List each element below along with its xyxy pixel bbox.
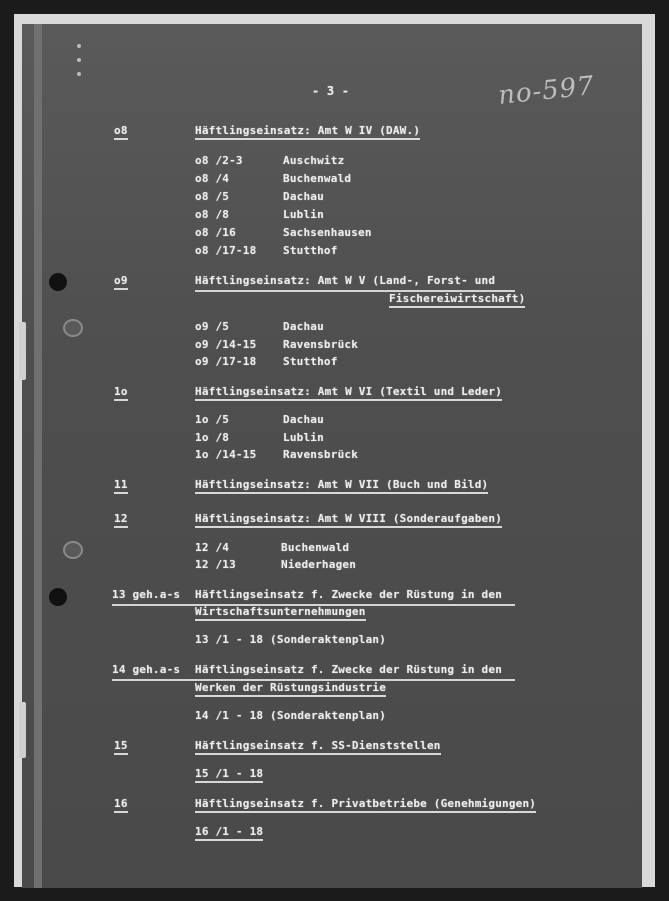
item-code: o8 /16	[195, 226, 236, 239]
section-number: 15	[114, 739, 128, 755]
section-title: Häftlingseinsatz: Amt W VII (Buch und Bild)	[195, 478, 488, 494]
section-title: Häftlingseinsatz: Amt W VIII (Sonderaufgaben)	[195, 512, 502, 528]
section-number: 11	[114, 478, 128, 494]
section-title: Häftlingseinsatz: Amt W V (Land-, Forst- und	[195, 274, 496, 287]
binder-ring-mark	[63, 541, 83, 559]
handwritten-reference: no-597	[496, 71, 597, 111]
section-title: Häftlingseinsatz: Amt W IV (DAW.)	[195, 124, 420, 140]
item-code: o9 /5	[195, 320, 230, 333]
item-place: Stutthof	[283, 355, 338, 368]
plan-reference: 13 /1 - 18 (Sonderaktenplan)	[195, 633, 387, 646]
section-number: o8	[114, 124, 128, 140]
margin-dot	[77, 58, 81, 62]
punch-hole	[49, 273, 67, 291]
section-number: 14 geh.a-s	[112, 663, 181, 676]
section-title-continued: Wirtschaftsunternehmungen	[195, 605, 366, 621]
item-code: 1o /5	[195, 413, 230, 426]
item-code: 12 /4	[195, 541, 230, 554]
item-place: Buchenwald	[283, 172, 352, 185]
item-place: Dachau	[283, 190, 324, 203]
item-code: 1o /8	[195, 431, 230, 444]
item-place: Stutthof	[283, 244, 338, 257]
section-title: Häftlingseinsatz f. Privatbetriebe (Genehmigungen)	[195, 797, 536, 813]
item-place: Ravensbrück	[283, 338, 359, 351]
item-place: Dachau	[283, 320, 324, 333]
section-title: Häftlingseinsatz: Amt W VI (Textil und Leder)	[195, 385, 502, 401]
item-place: Lublin	[283, 431, 324, 444]
section-number: o9	[114, 274, 128, 290]
punch-hole	[49, 588, 67, 606]
section-number: 12	[114, 512, 128, 528]
margin-dot	[77, 44, 81, 48]
item-place: Niederhagen	[281, 558, 357, 571]
item-code: o8 /4	[195, 172, 230, 185]
section-title: Häftlingseinsatz f. SS-Dienststellen	[195, 739, 441, 755]
item-place: Lublin	[283, 208, 324, 221]
section-number: 1o	[114, 385, 128, 401]
item-place: Sachsenhausen	[283, 226, 372, 239]
plan-reference: 15 /1 - 18	[195, 767, 263, 783]
section-number: 16	[114, 797, 128, 813]
page-number: - 3 -	[312, 84, 350, 98]
item-code: o9 /14-15	[195, 338, 257, 351]
section-number: 13 geh.a-s	[112, 588, 181, 601]
item-place: Buchenwald	[281, 541, 350, 554]
edge-tab	[19, 702, 26, 758]
plan-reference: 14 /1 - 18 (Sonderaktenplan)	[195, 709, 387, 722]
item-place: Dachau	[283, 413, 324, 426]
section-title: Häftlingseinsatz f. Zwecke der Rüstung in den	[195, 588, 503, 601]
section-title-continued: Fischereiwirtschaft)	[389, 292, 525, 308]
item-place: Ravensbrück	[283, 448, 359, 461]
margin-dot	[77, 72, 81, 76]
section-title: Häftlingseinsatz f. Zwecke der Rüstung in den	[195, 663, 503, 676]
binder-ring-mark	[63, 319, 83, 337]
item-code: 1o /14-15	[195, 448, 257, 461]
item-code: 12 /13	[195, 558, 236, 571]
item-code: o8 /8	[195, 208, 230, 221]
item-code: o8 /2-3	[195, 154, 243, 167]
plan-reference: 16 /1 - 18	[195, 825, 263, 841]
item-place: Auschwitz	[283, 154, 345, 167]
section-title-continued: Werken der Rüstungsindustrie	[195, 681, 386, 697]
edge-tab	[19, 322, 26, 380]
item-code: o8 /5	[195, 190, 230, 203]
item-code: o9 /17-18	[195, 355, 257, 368]
sheet-edge	[34, 24, 42, 888]
item-code: o8 /17-18	[195, 244, 257, 257]
